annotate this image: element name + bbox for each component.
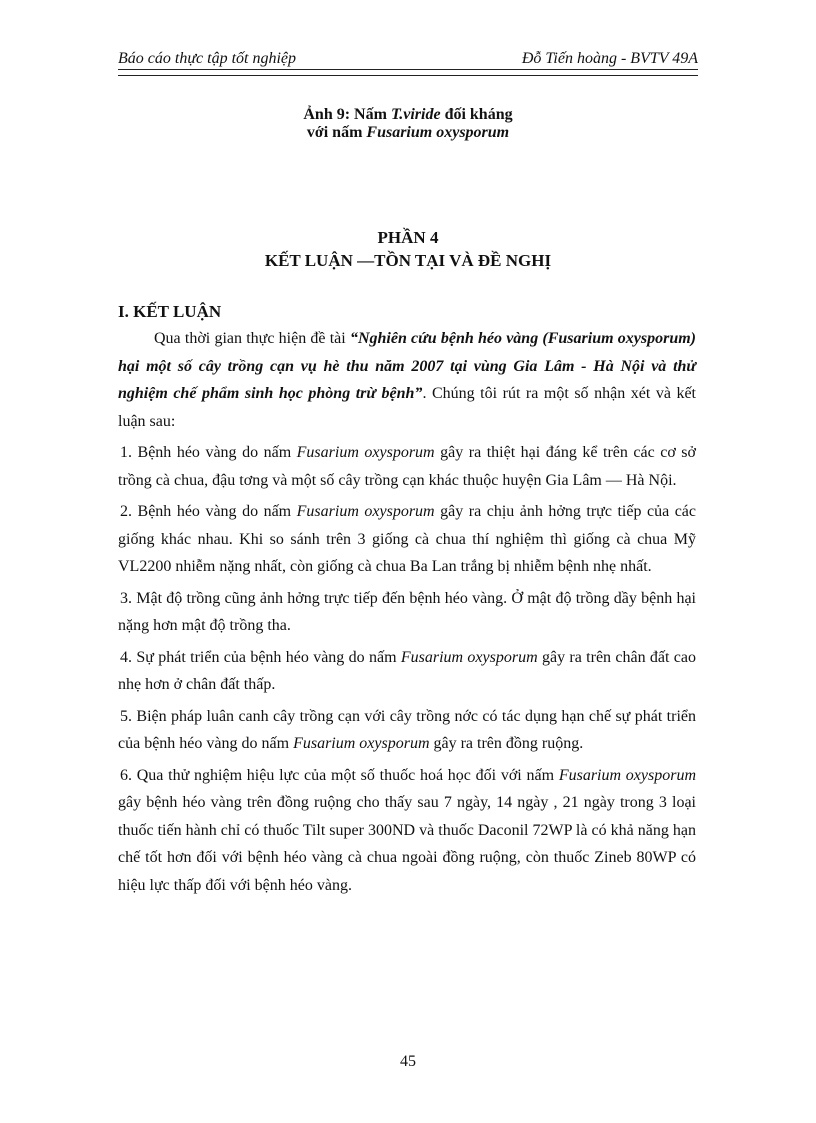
intro-paragraph xyxy=(118,325,696,435)
caption-line2-prefix: với nấm xyxy=(306,124,367,141)
conclusion-item-5 xyxy=(118,703,696,758)
item-text: Bệnh héo vàng do nấm xyxy=(132,503,297,520)
page-number: 45 xyxy=(400,1053,416,1070)
item-number: 4. xyxy=(120,648,132,666)
item-text: gây ra thiệt hại đáng kể trên các cơ sở trồng cà chua, đậu tơng và một số cây trồng cạn khác thuộc huyện Gia Lâm — Hà Nội. xyxy=(118,444,696,489)
intro-before: Qua thời gian thực hiện đề tài xyxy=(154,330,350,347)
caption-line-1 xyxy=(0,106,816,124)
item-text: gây ra chịu ảnh hởng trực tiếp của các giống khác nhau. Khi so sánh trên 3 giống cà chua thí nghiệm thì giống cà chua Mỹ VL2200 nhiễm nặng nhất, còn giống cà chua Ba Lan trắng bị nhiễm bệnh nhẹ nhất. xyxy=(118,503,697,575)
conclusion-item-3 xyxy=(118,585,696,640)
item-number: 6. xyxy=(120,766,132,784)
caption-prefix: Ảnh 9: Nấm xyxy=(303,106,391,123)
scientific-name: Fusarium oxysporum xyxy=(400,648,538,666)
intro-thesis-title: “Nghiên cứu bệnh héo vàng (Fusarium oxysporum) hại một số cây trồng cạn vụ hè thu năm 2007 tại vùng Gia Lâm - Hà Nội và thử nghiệm chế phẩm sinh học phòng trừ bệnh” xyxy=(118,330,696,402)
part-label: PHẦN 4 xyxy=(377,228,439,247)
conclusion-item-1 xyxy=(118,439,696,494)
caption-line-2 xyxy=(0,124,816,142)
conclusion-item-2 xyxy=(118,498,696,581)
item-text: gây bệnh héo vàng trên đồng ruộng cho thấy sau 7 ngày, 14 ngày , 21 ngày trong 3 loại thuốc tiến hành chỉ có thuốc Tilt super 300ND và thuốc Daconil 72WP là có khả năng hạn chế tốt hơn đối với bệnh héo vàng cà chua ngoài đồng ruộng, còn thuốc Zineb 80WP có hiệu lực thấp đối với bệnh héo vàng. xyxy=(118,794,696,894)
item-text: Qua thử nghiệm hiệu lực của một số thuốc hoá học đối với nấm xyxy=(132,766,559,784)
item-number: 1. xyxy=(120,444,132,461)
caption-organism-1: T.viride xyxy=(390,106,441,123)
item-text: gây ra trên đồng ruộng. xyxy=(429,735,584,752)
scientific-name: Fusarium oxysporum xyxy=(558,766,697,784)
conclusion-item-6 xyxy=(118,762,696,900)
item-text: Biện pháp luân canh cây trồng cạn với cây trồng nớc có tác dụng hạn chế sự phát triển của bệnh héo vàng do nấm xyxy=(118,707,696,752)
header-author: Đỗ Tiến hoàng - BVTV 49A xyxy=(521,50,698,67)
item-text: Mật độ trồng cũng ảnh hởng trực tiếp đến bệnh héo vàng. Ở mật độ trồng dầy bệnh hại nặng hơn mật độ trồng tha. xyxy=(118,589,696,634)
item-number: 3. xyxy=(120,589,132,607)
item-number: 5. xyxy=(120,707,132,725)
scientific-name: Fusarium oxysporum xyxy=(296,503,435,520)
header-divider xyxy=(118,75,698,76)
conclusion-item-4 xyxy=(118,644,696,699)
item-text: Bệnh héo vàng do nấm xyxy=(132,444,297,461)
scientific-name: Fusarium oxysporum xyxy=(296,444,435,461)
item-number: 2. xyxy=(120,503,132,520)
part-title: KẾT LUẬN —TỒN TẠI VÀ ĐỀ NGHỊ xyxy=(264,251,552,270)
conclusion-body xyxy=(118,325,696,899)
item-text: gây ra trên chân đất cao nhẹ hơn ở chân đất thấp. xyxy=(118,648,697,693)
caption-organism-2: Fusarium oxysporum xyxy=(366,124,510,141)
caption-middle: đối kháng xyxy=(440,106,513,123)
page-header xyxy=(118,50,698,70)
figure-caption xyxy=(0,106,816,142)
intro-after: . Chúng tôi rút ra một số nhận xét và kết luận sau: xyxy=(118,385,697,430)
part-heading xyxy=(0,226,816,272)
item-text: Sự phát triển của bệnh héo vàng do nấm xyxy=(132,648,401,666)
header-report-title: Báo cáo thực tập tốt nghiệp xyxy=(118,50,297,67)
section-heading: I. KẾT LUẬN xyxy=(118,302,222,321)
scientific-name: Fusarium oxysporum xyxy=(293,735,430,752)
